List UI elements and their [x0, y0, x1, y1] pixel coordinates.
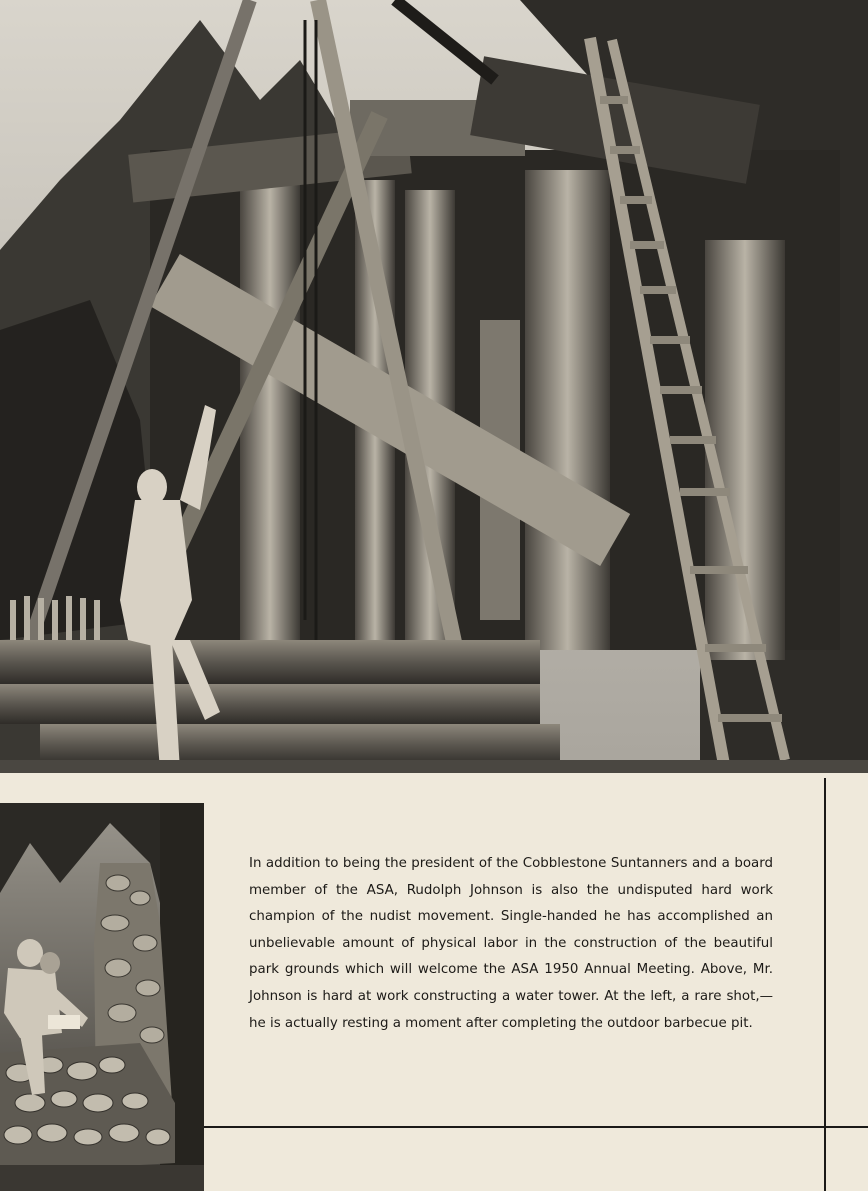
photo-caption: In addition to being the president of the Cobblestone Suntanners and a board member of the ASA, Rudolph Johnson is also the undisputed hard work champion of the nudist movement. Single-handed he has accomplished an unbelievable amount of physical labor in the construction of the beautiful park grounds which will welcome the ASA 1950 Annual Meeting. Above, Mr. Johnson is hard at work constructing a water tower. At the left, a rare shot,—he is actually resting a moment after completing the outdoor barbecue pit. [249, 856, 773, 1031]
horizontal-rule [204, 1126, 868, 1128]
barbecue-pit-illustration [0, 803, 204, 1191]
barbecue-pit-photo [0, 803, 204, 1191]
vertical-rule [824, 778, 826, 1191]
